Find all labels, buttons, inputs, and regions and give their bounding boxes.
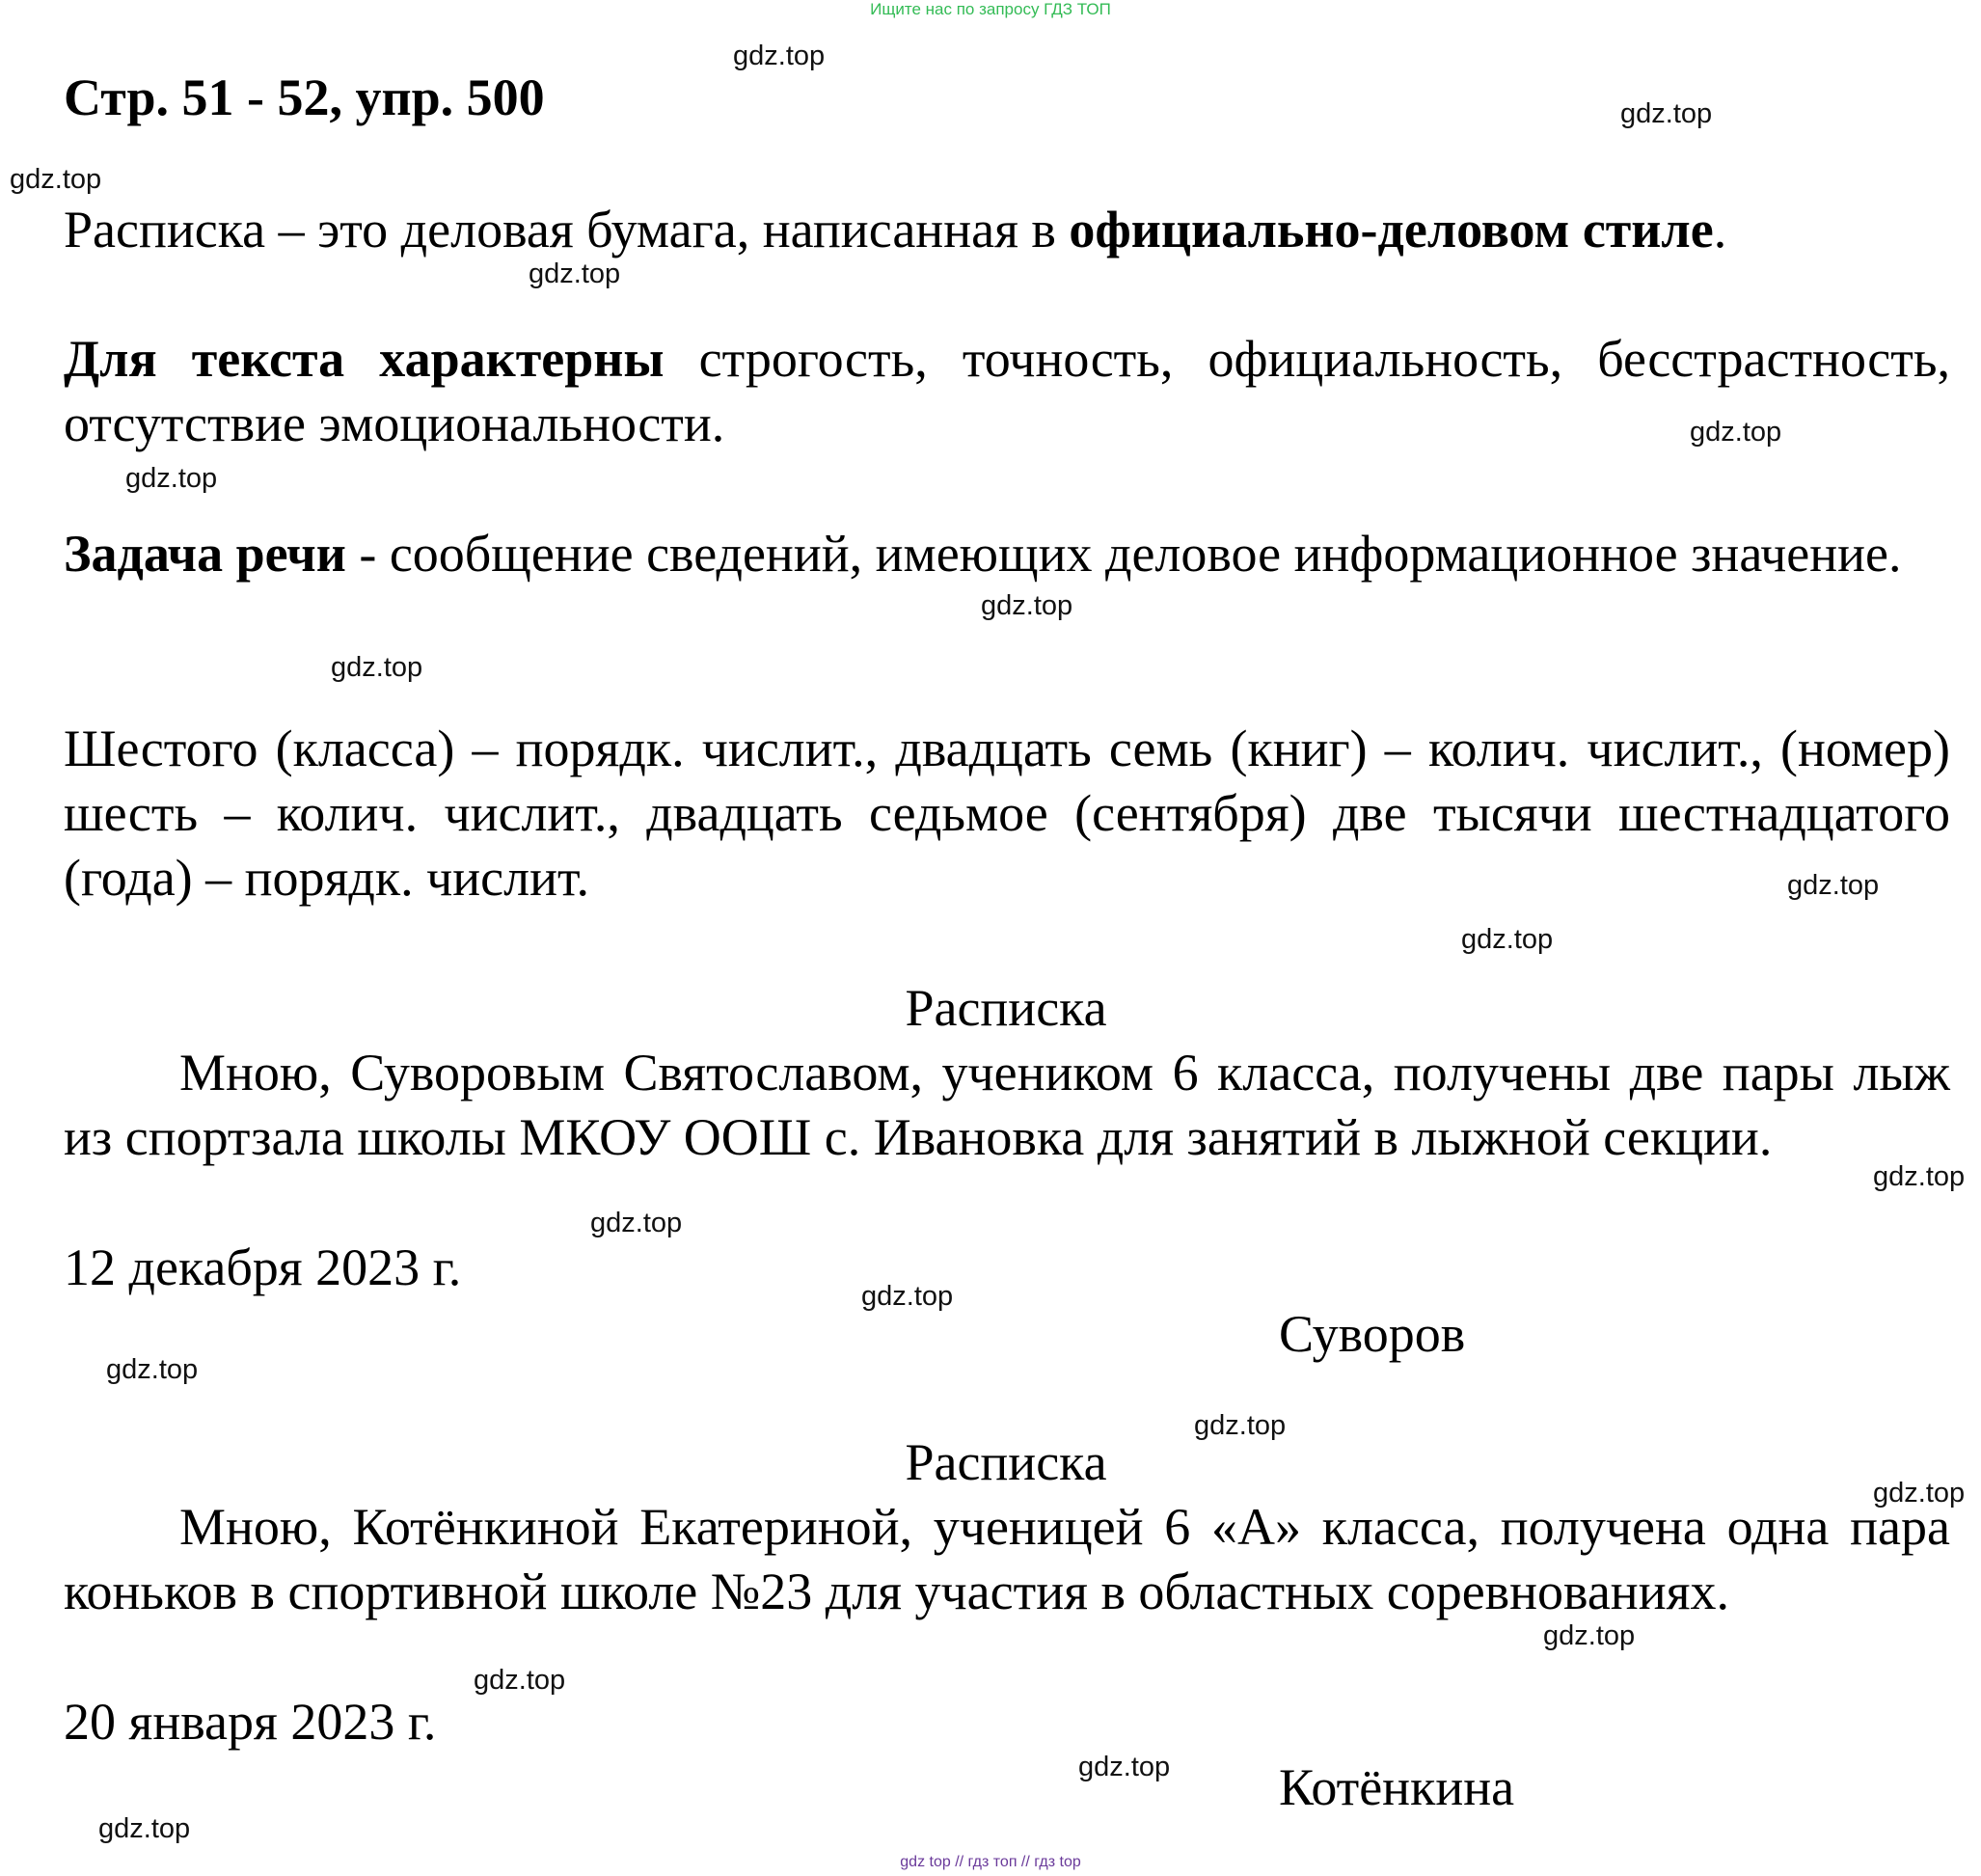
footer-watermark: gdz top // гдз топ // гдз top — [900, 1854, 1081, 1870]
watermark: gdz.top — [529, 258, 621, 289]
definition-end: . — [1713, 201, 1727, 258]
watermark: gdz.top — [861, 1281, 954, 1312]
paragraph-features — [64, 327, 1950, 456]
watermark: gdz.top — [1873, 1161, 1966, 1192]
features-text: строгость, точность, официальность, бесстрастность, отсутствие эмоциональности. — [64, 330, 1950, 452]
top-banner: Ищите нас по запросу ГДЗ ТОП — [870, 0, 1111, 18]
watermark: gdz.top — [98, 1813, 191, 1844]
watermark: gdz.top — [1461, 924, 1554, 955]
features-bold: Для текста характерны — [64, 330, 665, 388]
watermark: gdz.top — [1543, 1620, 1636, 1651]
watermark: gdz.top — [1690, 417, 1782, 448]
watermark: gdz.top — [331, 652, 423, 683]
watermark: gdz.top — [1078, 1752, 1171, 1782]
task-text: - сообщение сведений, имеющих деловое информационное значение. — [345, 525, 1902, 583]
definition-bold: официально-деловом стиле — [1069, 201, 1714, 258]
watermark: gdz.top — [474, 1665, 566, 1696]
watermark: gdz.top — [1194, 1410, 1287, 1441]
receipt2-date: 20 января 2023 г. — [64, 1693, 437, 1751]
definition-text: Расписка – это деловая бумага, написанная в — [64, 201, 1070, 258]
watermark: gdz.top — [106, 1354, 199, 1385]
paragraph-numerals: Шестого (класса) – порядк. числит., двадцать семь (книг) – колич. числит., (номер) шесть – колич. числит., двадцать седьмое (сентября) две тысячи шестнадцатого (года) – порядк. числит. — [64, 720, 1950, 907]
watermark: gdz.top — [1620, 98, 1713, 129]
paragraph-definition — [64, 198, 1950, 262]
watermark: gdz.top — [590, 1208, 683, 1238]
receipt1-date: 12 декабря 2023 г. — [64, 1238, 462, 1296]
watermark: gdz.top — [733, 41, 826, 71]
page-heading: Стр. 51 - 52, упр. 500 — [64, 68, 545, 126]
receipt1-body: Мною, Суворовым Святославом, учеником 6 класса, получены две пары лыж из спортзала школы МКОУ ООШ с. Ивановка для занятий в лыжной секции. — [64, 1044, 1950, 1166]
watermark: gdz.top — [981, 590, 1073, 621]
receipt1-title: Расписка — [905, 979, 1107, 1037]
paragraph-task — [64, 522, 1950, 586]
watermark: gdz.top — [1873, 1478, 1966, 1509]
watermark: gdz.top — [10, 164, 102, 195]
receipt1-signature: Суворов — [1279, 1305, 1466, 1363]
receipt2-title: Расписка — [905, 1433, 1107, 1491]
watermark: gdz.top — [125, 463, 218, 494]
receipt2-body: Мною, Котёнкиной Екатериной, ученицей 6 «А» класса, получена одна пара коньков в спортивной школе №23 для участия в областных соревнованиях. — [64, 1498, 1950, 1620]
receipt2-signature: Котёнкина — [1279, 1758, 1515, 1816]
watermark: gdz.top — [1787, 870, 1880, 901]
task-bold: Задача речи — [64, 525, 346, 583]
